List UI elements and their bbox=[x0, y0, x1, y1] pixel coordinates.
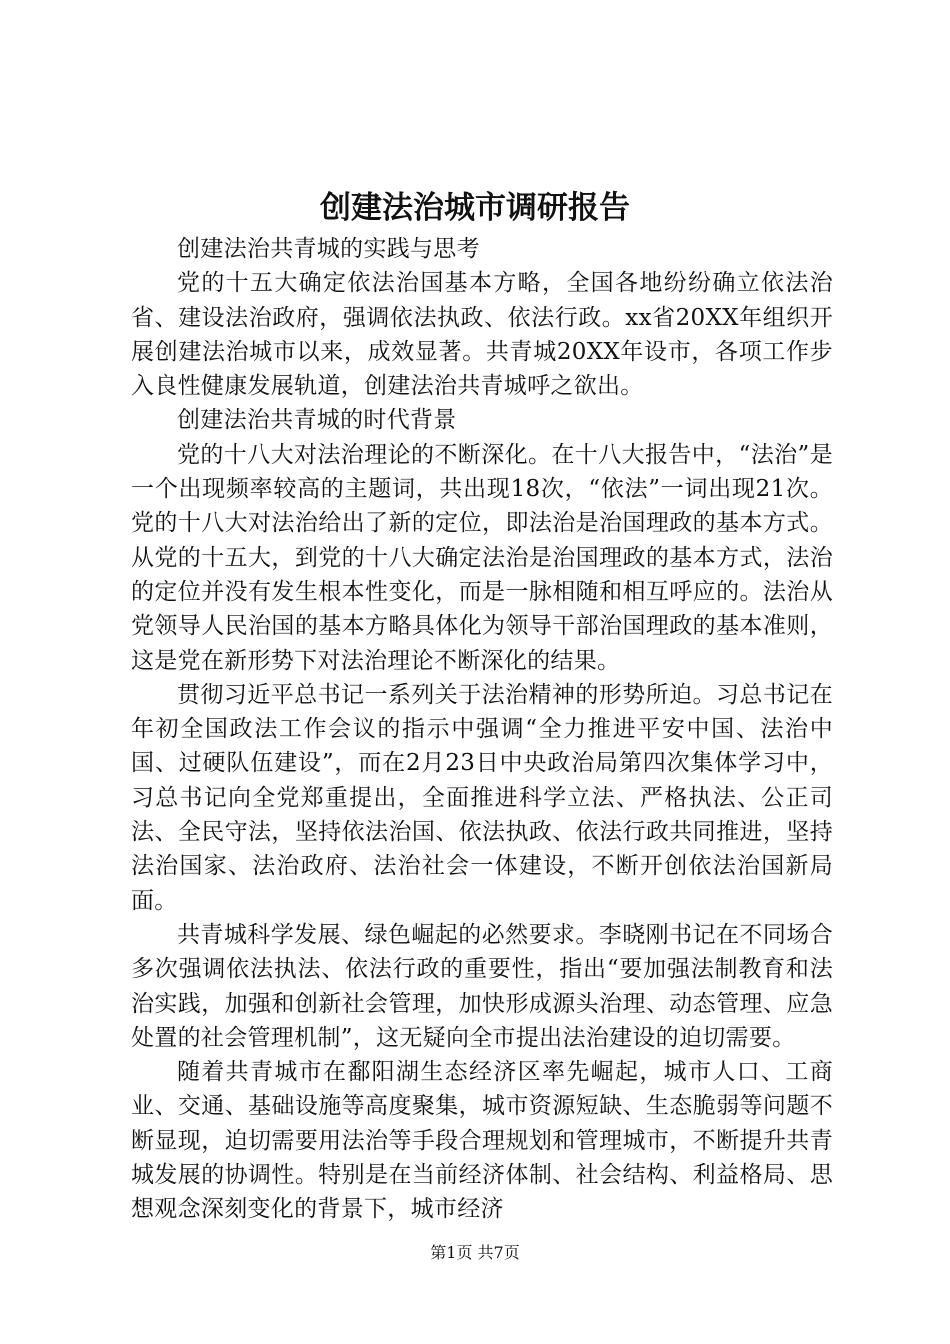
paragraph-subtitle: 创建法治共青城的实践与思考 bbox=[177, 236, 480, 262]
paragraph-body: 贯彻习近平总书记一系列关于法治精神的形势所迫。习总书记在年初全国政法工作会议的指示中强调“全力推进平安中国、法治中国、过硬队伍建设”，而在2月23日中央政治局第四次集体学习中，习总书记向全党郑重提出，全面推进科学立法、严格执法、公正司法、全民守法，坚持依法治国、依法执政、依法行政共同推进，坚持法治国家、法治政府、法治社会一体建设，不断开创依法治国新局面。 bbox=[131, 681, 833, 914]
document-title: 创建法治城市调研报告 bbox=[320, 190, 630, 226]
paragraph-section-heading: 创建法治共青城的时代背景 bbox=[177, 407, 457, 434]
paragraph-body: 随着共青城市在鄱阳湖生态经济区率先崛起，城市人口、工商业、交通、基础设施等高度聚集，城市资源短缺、生态脆弱等问题不断显现，迫切需要用法治等手段合理规划和管理城市，不断提升共青城发展的协调性。特别是在当前经济体制、社会结构、利益格局、思想观念深刻变化的背景下，城市经济 bbox=[131, 1059, 833, 1223]
page-number-footer: 第1页 共7页 bbox=[430, 1243, 520, 1262]
document-body bbox=[131, 232, 833, 1227]
paragraph-intro: 党的十五大确定依法治国基本方略，全国各地纷纷确立依法治省、建设法治政府，强调依法执政、依法行政。xx省20XX年组织开展创建法治城市以来，成效显著。共青城20XX年设市，各项工作步入良性健康发展轨道，创建法治共青城呼之欲出。 bbox=[131, 270, 833, 400]
paragraph-body: 共青城科学发展、绿色崛起的必然要求。李晓刚书记在不同场合多次强调依法执法、依法行政的重要性，指出“要加强法制教育和法治实践，加强和创新社会管理，加快形成源头治理、动态管理、应急处置的社会管理机制”，这无疑向全市提出法治建设的迫切需要。 bbox=[131, 921, 833, 1051]
paragraph-body: 党的十八大对法治理论的不断深化。在十八大报告中，“法治”是一个出现频率较高的主题词，共出现18次，“依法”一词出现21次。党的十八大对法治给出了新的定位，即法治是治国理政的基本方式。从党的十五大，到党的十八大确定法治是治国理政的基本方式，法治的定位并没有发生根本性变化，而是一脉相随和相互呼应的。法治从党领导人民治国的基本方略具体化为领导干部治国理政的基本准则，这是党在新形势下对法治理论不断深化的结果。 bbox=[131, 441, 833, 674]
